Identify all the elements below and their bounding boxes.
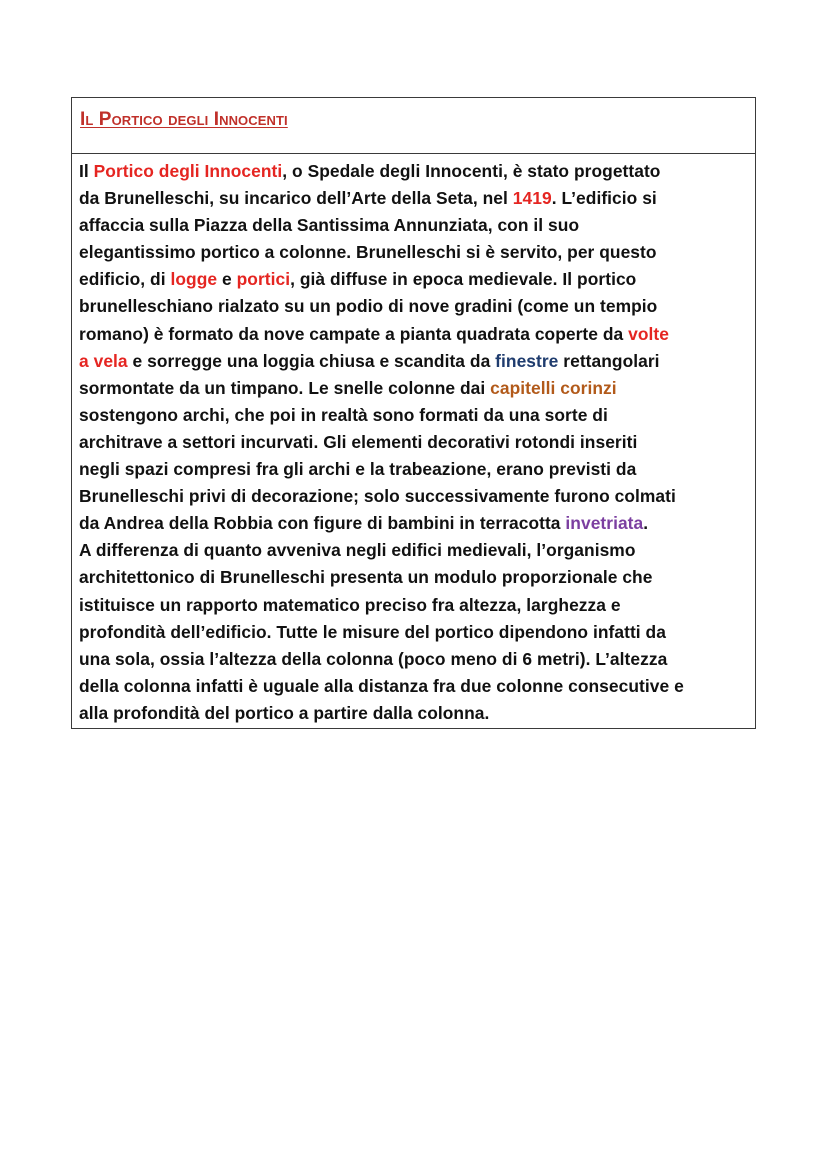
body-text-segment: profondità dell’edificio. Tutte le misure del portico dipendono infatti da [79, 621, 666, 642]
body-line [79, 321, 749, 348]
body-text-segment: da Brunelleschi, su incarico dell’Arte della Seta, nel [79, 188, 513, 209]
body-text-segment: affaccia sulla Piazza della Santissima Annunziata, con il suo [79, 215, 580, 236]
highlighted-term: volte [628, 323, 669, 344]
body-line [79, 429, 749, 456]
body-line [79, 158, 749, 185]
body-line [79, 212, 749, 239]
body-text-segment: architettonico di Brunelleschi presenta un modulo proporzionale che [79, 567, 653, 588]
body-text-segment: . [643, 513, 649, 534]
body-line [79, 700, 749, 727]
document-title: Il Portico degli Innocenti [80, 109, 288, 130]
body-text-segment: negli spazi compresi fra gli archi e la trabeazione, erano previsti da [79, 459, 637, 480]
body-line [79, 239, 749, 266]
body-text-segment: Brunelleschi privi di decorazione; solo successivamente furono colmati [79, 486, 676, 507]
highlighted-term: portici [236, 269, 291, 290]
body-text-segment: sormontate da un timpano. Le snelle colonne dai [79, 377, 491, 398]
body-line [79, 266, 749, 293]
document-body [72, 154, 755, 727]
document-table [71, 97, 756, 729]
body-line [79, 185, 749, 212]
body-line [79, 483, 749, 510]
body-line [79, 537, 749, 564]
body-text-segment: alla profondità del portico a partire dalla colonna. [79, 702, 490, 723]
body-text-segment: A differenza di quanto avveniva negli edifici medievali, l’organismo [79, 540, 636, 561]
body-line [79, 348, 749, 375]
body-line [79, 673, 749, 700]
body-text-segment: e sorregge una loggia chiusa e scandita da [127, 350, 496, 371]
highlighted-term: finestre [495, 350, 559, 371]
body-text-segment: , già diffuse in epoca medievale. Il portico [290, 269, 637, 290]
body-line [79, 510, 749, 537]
body-text-segment: una sola, ossia l’altezza della colonna (poco meno di 6 metri). L’altezza [79, 648, 668, 669]
title-cell [72, 98, 755, 154]
body-line [79, 456, 749, 483]
body-text-segment: edificio, di [79, 269, 171, 290]
body-line [79, 646, 749, 673]
body-text-segment: romano) è formato da nove campate a pianta quadrata coperte da [79, 323, 629, 344]
highlighted-term: logge [170, 269, 218, 290]
body-text-segment: architrave a settori incurvati. Gli elementi decorativi rotondi inseriti [79, 431, 638, 452]
body-text-segment: rettangolari [558, 350, 660, 371]
body-text-segment: Il [79, 161, 94, 181]
body-line [79, 564, 749, 591]
body-text-segment: da Andrea della Robbia con figure di bambini in terracotta [79, 513, 566, 534]
body-text-segment: e [217, 269, 237, 290]
body-text-segment: elegantissimo portico a colonne. Brunelleschi si è servito, per questo [79, 242, 657, 263]
body-text-segment: brunelleschiano rialzato su un podio di nove gradini (come un tempio [79, 296, 658, 317]
highlighted-term: 1419 [512, 188, 552, 209]
body-line [79, 619, 749, 646]
body-line [79, 592, 749, 619]
body-text-segment: della colonna infatti è uguale alla distanza fra due colonne consecutive e [79, 675, 684, 696]
highlighted-term: invetriata [565, 513, 644, 534]
highlighted-term: capitelli corinzi [490, 377, 617, 398]
highlighted-term: Portico degli Innocenti [93, 161, 283, 181]
body-text-segment: sostengono archi, che poi in realtà sono formati da una sorte di [79, 404, 608, 425]
body-text-segment: . L’edificio si [551, 188, 657, 209]
highlighted-term: a vela [79, 350, 128, 371]
body-text-segment: istituisce un rapporto matematico preciso fra altezza, larghezza e [79, 594, 621, 615]
body-line [79, 293, 749, 320]
body-line [79, 402, 749, 429]
body-line [79, 375, 749, 402]
body-text-segment: , o Spedale degli Innocenti, è stato progettato [282, 161, 661, 181]
